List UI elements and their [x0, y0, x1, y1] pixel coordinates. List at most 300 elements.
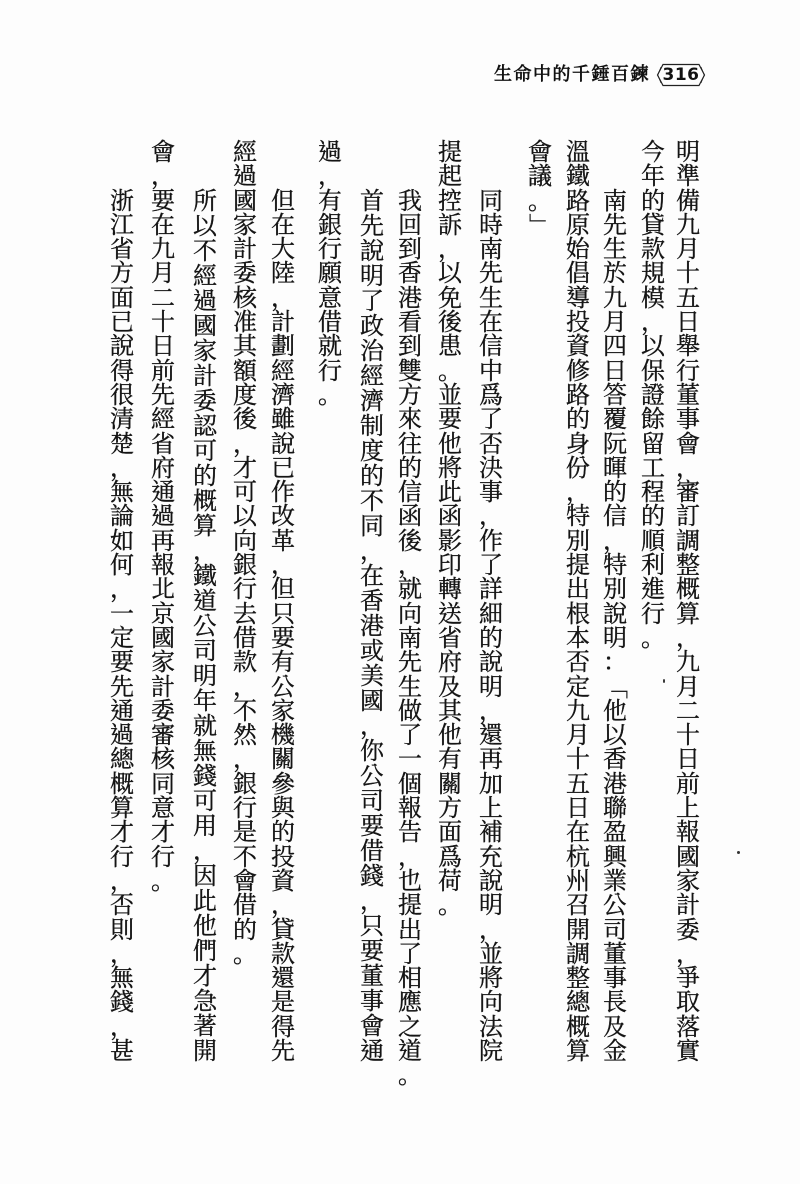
text-glyph: 始	[566, 235, 590, 264]
text-glyph: 要	[110, 648, 134, 677]
text-glyph: 十	[676, 259, 700, 288]
text-glyph: 說	[271, 429, 295, 458]
text-glyph: 雙	[398, 356, 422, 385]
text-glyph: 相	[398, 964, 422, 993]
text-glyph: 董	[676, 380, 700, 409]
text-glyph: 來	[398, 405, 422, 434]
text-glyph: ，	[110, 866, 134, 895]
text-glyph: ，	[110, 939, 134, 968]
text-glyph: 訴	[438, 210, 462, 239]
text-glyph: 要	[438, 405, 462, 434]
text-glyph: 南	[479, 235, 503, 264]
text-glyph: 通	[151, 478, 175, 507]
text-glyph: 同	[151, 769, 175, 798]
text-glyph: 浙	[110, 186, 134, 215]
text-glyph: 關	[271, 745, 295, 774]
text-glyph: 年	[193, 686, 217, 715]
text-glyph: 二	[676, 696, 700, 725]
text-glyph: 要	[271, 623, 295, 652]
text-glyph: 四	[603, 332, 627, 361]
text-glyph: 日	[151, 332, 175, 361]
text-glyph: 向	[233, 526, 257, 555]
text-glyph: 香	[603, 745, 627, 774]
text-glyph: 在	[479, 308, 503, 337]
text-glyph: 程	[641, 478, 665, 507]
text-glyph: 荷	[438, 866, 462, 895]
text-glyph: 省	[438, 623, 462, 652]
text-glyph: 同	[360, 511, 384, 540]
text-glyph: 行	[110, 842, 134, 871]
text-glyph: 定	[110, 623, 134, 652]
text-glyph: 香	[360, 586, 384, 615]
text-glyph: 還	[479, 721, 503, 750]
text-glyph: 十	[566, 745, 590, 774]
text-glyph: 認	[193, 411, 217, 440]
text-glyph: 明	[360, 261, 384, 290]
text-glyph: 概	[193, 486, 217, 515]
text-glyph: 要	[151, 186, 175, 215]
text-glyph: 會	[151, 138, 175, 166]
text-glyph: 核	[233, 283, 257, 312]
text-column	[395, 186, 425, 1090]
text-glyph: ，	[479, 502, 503, 531]
text-glyph: 行	[233, 794, 257, 823]
text-glyph: 行	[641, 599, 665, 628]
text-glyph: 報	[151, 551, 175, 580]
text-glyph: 告	[398, 818, 422, 847]
text-glyph: 作	[271, 478, 295, 507]
text-glyph: ，	[566, 478, 590, 507]
text-glyph: 業	[603, 866, 627, 895]
text-glyph: ，	[479, 696, 503, 725]
text-glyph: 做	[398, 696, 422, 725]
text-glyph: 方	[398, 380, 422, 409]
text-glyph: 往	[398, 429, 422, 458]
text-glyph: 你	[360, 736, 384, 765]
text-glyph: 款	[271, 939, 295, 968]
text-glyph: 委	[676, 915, 700, 944]
text-glyph: ，	[110, 453, 134, 482]
text-glyph: 議	[528, 162, 552, 191]
text-glyph: ，	[676, 939, 700, 968]
text-glyph: 。	[641, 623, 665, 652]
text-glyph: 審	[676, 478, 700, 507]
text-glyph: 家	[151, 648, 175, 677]
text-glyph: 。	[398, 1061, 422, 1090]
text-glyph: 回	[398, 210, 422, 239]
text-glyph: 是	[271, 988, 295, 1017]
text-glyph: 十	[676, 721, 700, 750]
text-glyph: 時	[479, 210, 503, 239]
text-glyph: 借	[233, 891, 257, 920]
text-glyph: 急	[193, 986, 217, 1015]
text-glyph: 個	[398, 769, 422, 798]
text-glyph: 著	[193, 1011, 217, 1040]
text-glyph: 了	[398, 939, 422, 968]
text-glyph: 因	[193, 861, 217, 890]
text-glyph: 出	[566, 575, 590, 604]
text-glyph: 否	[110, 891, 134, 920]
text-glyph: 算	[566, 1036, 590, 1065]
text-glyph: 及	[438, 672, 462, 701]
text-glyph: 才	[110, 818, 134, 847]
text-glyph: ，	[676, 623, 700, 652]
text-glyph: 也	[398, 866, 422, 895]
text-glyph: 患	[438, 332, 462, 361]
text-glyph: 再	[151, 526, 175, 555]
text-glyph: 港	[398, 283, 422, 312]
text-glyph: ，	[271, 891, 295, 920]
text-glyph: 經	[271, 356, 295, 385]
text-glyph: 提	[438, 138, 462, 166]
text-glyph: 雖	[271, 405, 295, 434]
text-glyph: 計	[193, 361, 217, 390]
text-glyph: 了	[398, 721, 422, 750]
text-glyph: 充	[479, 842, 503, 871]
text-glyph: 錢	[193, 761, 217, 790]
text-glyph: 意	[151, 794, 175, 823]
text-glyph: 倡	[566, 259, 590, 288]
page-number-badge	[656, 63, 706, 87]
text-glyph: 先	[360, 211, 384, 240]
text-glyph: 爭	[676, 964, 700, 993]
text-glyph: 不	[233, 696, 257, 725]
text-glyph: 份	[566, 453, 590, 482]
text-glyph: ，	[360, 711, 384, 740]
text-glyph: 開	[566, 915, 590, 944]
text-glyph: 了	[360, 286, 384, 315]
text-glyph: 意	[318, 283, 342, 312]
text-glyph: 家	[676, 866, 700, 895]
text-glyph: 貸	[641, 210, 665, 239]
text-glyph: 年	[641, 162, 665, 191]
text-glyph: 甚	[110, 1036, 134, 1065]
text-glyph: 委	[233, 259, 257, 288]
text-glyph: 司	[360, 786, 384, 815]
text-glyph: 函	[438, 502, 462, 531]
text-glyph: 明	[193, 661, 217, 690]
text-glyph: 證	[641, 380, 665, 409]
text-glyph: 已	[110, 308, 134, 337]
text-glyph: 資	[271, 866, 295, 895]
text-glyph: 先	[271, 1036, 295, 1065]
text-glyph: 銀	[318, 210, 342, 239]
text-glyph: 明	[479, 891, 503, 920]
text-glyph: 面	[438, 818, 462, 847]
text-glyph: 修	[566, 356, 590, 385]
text-glyph: 先	[603, 210, 627, 239]
text-glyph: 日	[676, 308, 700, 337]
text-glyph: 原	[566, 210, 590, 239]
text-glyph: 到	[398, 235, 422, 264]
text-column	[107, 186, 137, 1065]
text-glyph: 事	[479, 478, 503, 507]
text-glyph: 其	[438, 696, 462, 725]
text-glyph: 司	[193, 636, 217, 665]
text-glyph: 要	[360, 811, 384, 840]
text-glyph: 覆	[603, 405, 627, 434]
text-glyph: 改	[271, 502, 295, 531]
text-glyph: 概	[110, 769, 134, 798]
text-glyph: 可	[193, 436, 217, 465]
text-glyph: 機	[271, 721, 295, 750]
text-glyph: 才	[151, 818, 175, 847]
text-glyph: 特	[566, 502, 590, 531]
text-glyph: 公	[603, 891, 627, 920]
text-glyph: 中	[479, 356, 503, 385]
text-glyph: 關	[438, 769, 462, 798]
text-glyph: 金	[603, 1036, 627, 1065]
text-glyph: 與	[271, 794, 295, 823]
text-glyph: 陸	[271, 259, 295, 288]
text-glyph: 方	[438, 794, 462, 823]
scan-speck	[663, 679, 665, 683]
text-glyph: 有	[438, 745, 462, 774]
text-glyph: 出	[398, 915, 422, 944]
text-glyph: 濟	[360, 386, 384, 415]
text-glyph: 細	[479, 599, 503, 628]
text-glyph: 控	[438, 186, 462, 215]
text-glyph: 九	[151, 235, 175, 264]
text-glyph: 度	[233, 380, 257, 409]
text-glyph: ，	[233, 672, 257, 701]
text-glyph: 國	[360, 686, 384, 715]
book-title: 生命中的千錘百鍊	[494, 64, 650, 85]
text-glyph: 送	[438, 599, 462, 628]
text-glyph: 一	[110, 599, 134, 628]
text-glyph: 先	[151, 380, 175, 409]
text-glyph: 五	[566, 769, 590, 798]
text-glyph: 國	[193, 311, 217, 340]
text-glyph: 會	[233, 866, 257, 895]
text-glyph: 就	[193, 711, 217, 740]
text-glyph: 去	[233, 599, 257, 628]
text-column	[476, 186, 506, 1065]
text-glyph: 調	[676, 526, 700, 555]
text-glyph: ，	[438, 235, 462, 264]
text-glyph: 。	[151, 866, 175, 895]
text-glyph: 濟	[271, 380, 295, 409]
text-glyph: 用	[193, 811, 217, 840]
text-glyph: 法	[479, 1012, 503, 1041]
text-column	[673, 140, 703, 1063]
text-glyph: 再	[479, 745, 503, 774]
text-glyph: 路	[566, 186, 590, 215]
text-glyph: 的	[360, 461, 384, 490]
text-glyph: 模	[641, 283, 665, 312]
text-glyph: 會	[360, 1011, 384, 1040]
text-glyph: 何	[110, 551, 134, 580]
text-glyph: 則	[110, 915, 134, 944]
text-glyph: 總	[566, 988, 590, 1017]
text-glyph: 然	[233, 721, 257, 750]
text-glyph: 了	[479, 551, 503, 580]
text-glyph: 可	[193, 786, 217, 815]
text-glyph: ，	[318, 162, 342, 191]
text-glyph: 已	[271, 453, 295, 482]
text-glyph: 提	[398, 891, 422, 920]
page-number: 316	[662, 65, 700, 85]
text-glyph: 落	[676, 1012, 700, 1041]
text-glyph: 的	[398, 453, 422, 482]
text-glyph: 的	[479, 623, 503, 652]
text-glyph: 補	[479, 818, 503, 847]
text-glyph: 度	[360, 436, 384, 465]
text-glyph: 答	[603, 380, 627, 409]
text-glyph: ，	[360, 536, 384, 565]
text-glyph: 之	[398, 1012, 422, 1041]
text-glyph: 面	[110, 283, 134, 312]
text-glyph: 府	[151, 453, 175, 482]
running-header	[494, 62, 706, 88]
text-glyph: 會	[676, 429, 700, 458]
text-glyph: 五	[676, 283, 700, 312]
text-glyph: 舉	[676, 332, 700, 361]
text-glyph: ，	[398, 842, 422, 871]
text-glyph: 九	[676, 210, 700, 239]
text-glyph: 會	[528, 138, 552, 166]
text-glyph: 院	[479, 1036, 503, 1065]
text-glyph: 定	[566, 672, 590, 701]
text-glyph: 到	[398, 332, 422, 361]
text-glyph: 在	[151, 210, 175, 239]
text-glyph: 以	[193, 211, 217, 240]
text-glyph: 本	[566, 623, 590, 652]
text-column	[230, 140, 260, 966]
text-glyph: 以	[603, 721, 627, 750]
text-glyph: 國	[676, 842, 700, 871]
text-glyph: 作	[479, 526, 503, 555]
text-glyph: 並	[479, 939, 503, 968]
text-glyph: 無	[110, 964, 134, 993]
text-glyph: 董	[603, 939, 627, 968]
text-glyph: 如	[110, 526, 134, 555]
text-glyph: 將	[438, 453, 462, 482]
text-glyph: 了	[479, 405, 503, 434]
text-glyph: 府	[438, 648, 462, 677]
text-glyph: 在	[566, 818, 590, 847]
text-glyph: 錢	[360, 861, 384, 890]
text-glyph: 美	[360, 661, 384, 690]
text-glyph: 計	[271, 308, 295, 337]
text-glyph: 大	[271, 235, 295, 264]
text-glyph: 無	[193, 736, 217, 765]
text-glyph: 的	[193, 461, 217, 490]
text-glyph: 算	[110, 794, 134, 823]
text-glyph: 整	[566, 964, 590, 993]
text-glyph: 其	[233, 332, 257, 361]
text-glyph: 生	[398, 672, 422, 701]
text-glyph: 起	[438, 162, 462, 191]
text-glyph: 興	[603, 842, 627, 871]
text-column	[357, 186, 387, 1065]
text-glyph: 轉	[438, 575, 462, 604]
text-glyph: 。	[233, 939, 257, 968]
text-glyph: 委	[193, 386, 217, 415]
text-glyph: 生	[603, 235, 627, 264]
text-glyph: ，	[271, 283, 295, 312]
text-glyph: 方	[110, 259, 134, 288]
text-glyph: 報	[676, 818, 700, 847]
text-glyph: 保	[641, 356, 665, 385]
text-glyph: ，	[110, 575, 134, 604]
text-glyph: 清	[110, 405, 134, 434]
text-glyph: 信	[603, 502, 627, 531]
text-glyph: 計	[676, 891, 700, 920]
text-glyph: 日	[676, 745, 700, 774]
text-glyph: 計	[151, 672, 175, 701]
text-glyph: 。	[438, 356, 462, 385]
text-glyph: ，	[676, 453, 700, 482]
text-glyph: 長	[603, 988, 627, 1017]
text-glyph: 決	[479, 453, 503, 482]
text-glyph: 算	[193, 511, 217, 540]
text-glyph: 港	[603, 769, 627, 798]
text-glyph: 劃	[271, 332, 295, 361]
text-glyph: 治	[360, 336, 384, 365]
text-glyph: 行	[151, 842, 175, 871]
text-glyph: 他	[438, 721, 462, 750]
text-glyph: 家	[233, 210, 257, 239]
text-glyph: 以	[438, 259, 462, 288]
text-glyph: 別	[603, 575, 627, 604]
text-glyph: 實	[676, 1036, 700, 1065]
text-glyph: 鐵	[566, 162, 590, 191]
text-glyph: 月	[151, 259, 175, 288]
text-glyph: 路	[566, 380, 590, 409]
text-glyph: 並	[438, 380, 462, 409]
text-glyph: 的	[641, 186, 665, 215]
text-glyph: 但	[271, 186, 295, 215]
text-column	[600, 186, 630, 1065]
text-column	[563, 140, 593, 1063]
text-glyph: 日	[566, 794, 590, 823]
text-glyph: ，	[193, 836, 217, 865]
text-glyph: 過	[110, 721, 134, 750]
text-glyph: 同	[479, 186, 503, 215]
text-glyph: 要	[360, 936, 384, 965]
text-glyph: 。	[438, 891, 462, 920]
text-glyph: 九	[566, 696, 590, 725]
text-glyph: 他	[193, 911, 217, 940]
text-glyph: 不	[360, 486, 384, 515]
text-glyph: 無	[110, 478, 134, 507]
text-glyph: 此	[193, 886, 217, 915]
text-glyph: 總	[110, 745, 134, 774]
text-glyph: 經	[193, 261, 217, 290]
text-glyph: 不	[233, 842, 257, 871]
text-glyph: 過	[233, 162, 257, 191]
text-glyph: 否	[566, 648, 590, 677]
text-glyph: 省	[110, 235, 134, 264]
text-column	[638, 140, 668, 650]
text-glyph: ，	[271, 551, 295, 580]
text-glyph: 盈	[603, 818, 627, 847]
text-glyph: 的	[603, 478, 627, 507]
text-glyph: 政	[360, 311, 384, 340]
text-glyph: 經	[360, 361, 384, 390]
text-glyph: 月	[566, 721, 590, 750]
text-glyph: 我	[398, 186, 422, 215]
text-glyph: 概	[566, 1012, 590, 1041]
text-glyph: 所	[193, 186, 217, 215]
text-glyph: 家	[193, 336, 217, 365]
text-glyph: 只	[271, 599, 295, 628]
text-glyph: 先	[479, 259, 503, 288]
text-glyph: 公	[271, 672, 295, 701]
text-glyph: 核	[151, 745, 175, 774]
text-glyph: 調	[566, 939, 590, 968]
